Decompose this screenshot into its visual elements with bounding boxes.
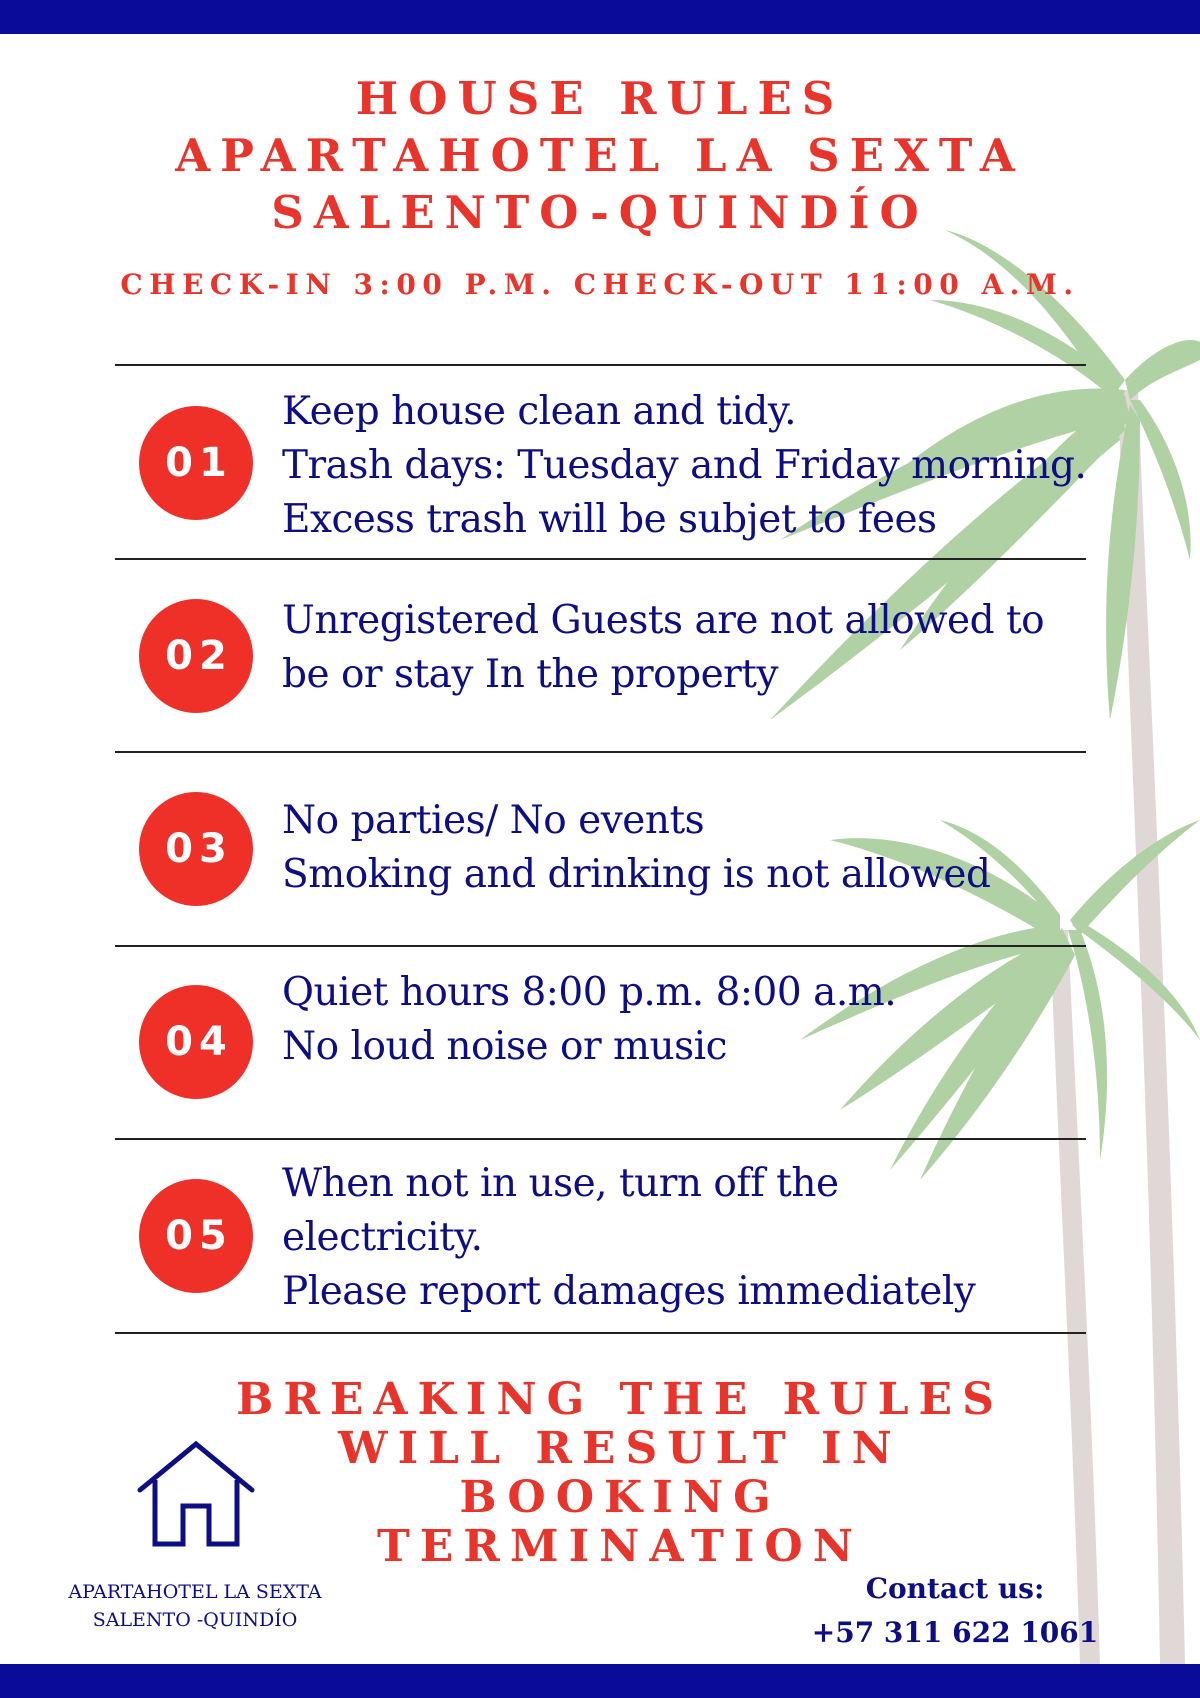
rule-text — [282, 385, 1182, 547]
rule-item-02 — [0, 559, 1200, 753]
top-border-bar — [0, 0, 1200, 34]
rule-number-badge: 01 — [139, 406, 253, 520]
title-line-3: SALENTO-QUINDÍO — [271, 186, 929, 239]
rule-line: be or stay In the property — [282, 652, 778, 697]
rule-text — [282, 1157, 1182, 1319]
rule-text — [282, 966, 1182, 1074]
title-line-1: HOUSE RULES — [355, 72, 845, 125]
rule-line: When not in use, turn off the — [282, 1161, 839, 1206]
rule-line: Please report damages immediately — [282, 1269, 976, 1314]
rule-item-01 — [0, 365, 1200, 559]
rule-item-04 — [0, 946, 1200, 1140]
rule-item-03 — [0, 752, 1200, 946]
rule-text — [282, 594, 1182, 702]
rule-number-badge: 05 — [139, 1179, 253, 1293]
rule-line: Excess trash will be subjet to fees — [282, 497, 937, 542]
rule-line: Trash days: Tuesday and Friday morning. — [282, 443, 1087, 488]
contact-label: Contact us: — [865, 1572, 1045, 1605]
page-title — [0, 70, 1200, 241]
rule-line: Unregistered Guests are not allowed to — [282, 598, 1045, 643]
rule-number-badge: 04 — [139, 985, 253, 1099]
warning-line: TERMINATION — [377, 1521, 863, 1572]
rule-text — [282, 794, 1182, 902]
house-icon — [136, 1436, 256, 1552]
warning-line: BOOKING — [459, 1472, 781, 1523]
rule-line: No loud noise or music — [282, 1024, 727, 1069]
bottom-border-bar — [0, 1664, 1200, 1698]
rule-number-badge: 03 — [139, 792, 253, 906]
warning-line: BREAKING THE RULES — [236, 1374, 1004, 1425]
rules-warning — [190, 1375, 1050, 1571]
rule-line: electricity. — [282, 1215, 483, 1260]
rule-item-05 — [0, 1139, 1200, 1333]
rule-line: Quiet hours 8:00 p.m. 8:00 a.m. — [282, 970, 897, 1015]
brand-name — [60, 1578, 330, 1634]
checkin-checkout-times: CHECK-IN 3:00 P.M. CHECK-OUT 11:00 A.M. — [120, 268, 1080, 301]
rule-line: Keep house clean and tidy. — [282, 389, 797, 434]
brand-line: APARTAHOTEL LA SEXTA — [68, 1581, 322, 1603]
title-line-2: APARTAHOTEL LA SEXTA — [175, 129, 1025, 182]
rule-line: Smoking and drinking is not allowed — [282, 852, 991, 897]
contact-phone[interactable]: +57 311 622 1061 — [811, 1616, 1099, 1649]
contact-info — [810, 1567, 1100, 1655]
rule-line: No parties/ No events — [282, 798, 705, 843]
rule-number-badge: 02 — [139, 599, 253, 713]
warning-line: WILL RESULT IN — [338, 1423, 902, 1474]
brand-line: SALENTO -QUINDÍO — [92, 1609, 298, 1631]
